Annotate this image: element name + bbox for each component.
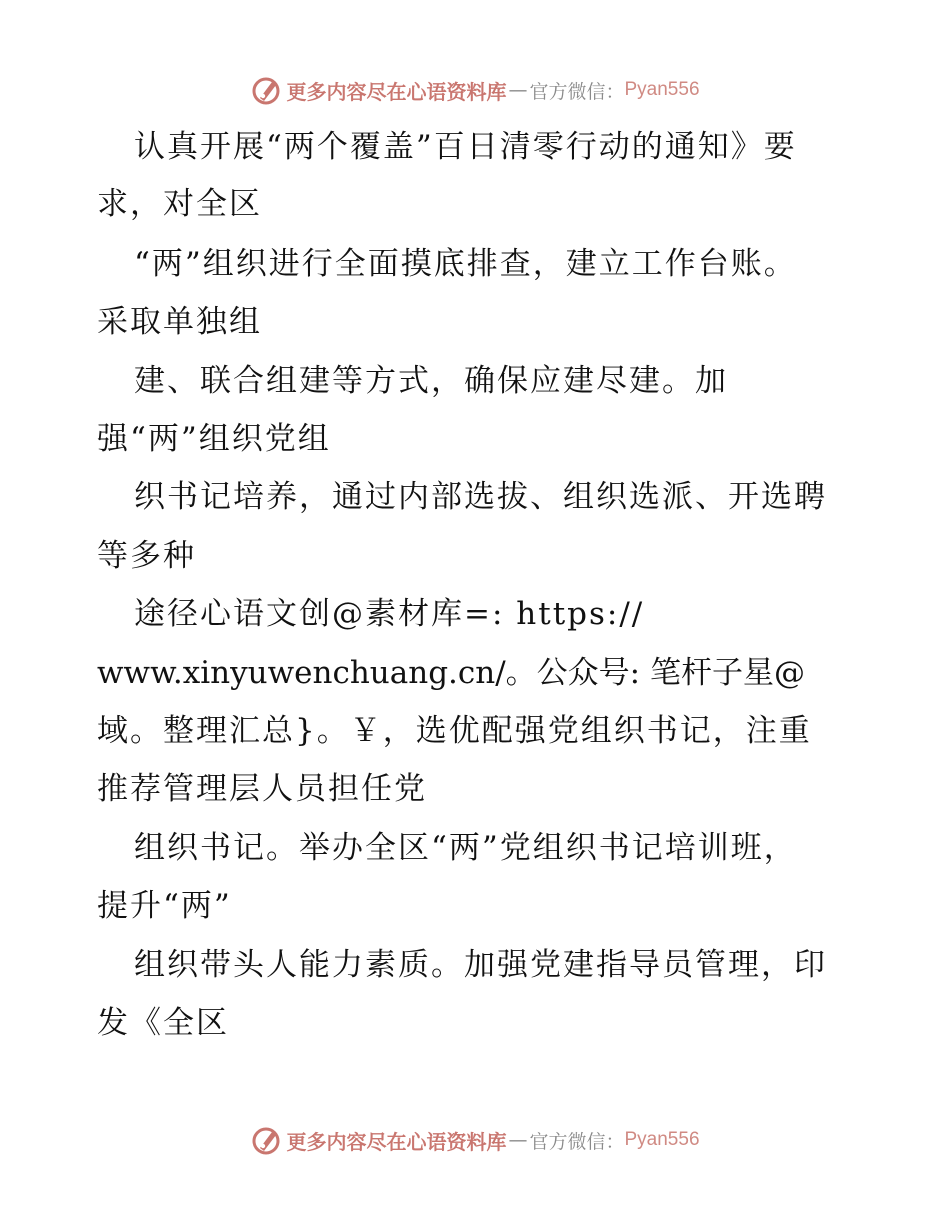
pen-logo-icon (250, 1124, 282, 1156)
footer-banner (0, 1120, 950, 1160)
body-line: 途径心语文创@素材库=: https:// (134, 596, 645, 632)
header-brand-text: 更多内容尽在心语资料库 (286, 79, 507, 104)
body-line: www.xinyuwenchuang.cn/。公众号: 笔杆子星@ (97, 655, 805, 691)
header-wechat-label: 官方微信： (529, 80, 625, 103)
body-line: 组织带头人能力素质。加强党建指导员管理，印 (134, 947, 827, 983)
body-line: 强“两”组织党组 (97, 421, 331, 457)
body-line: 织书记培养，通过内部选拔、组织选派、开选聘 (134, 479, 827, 515)
footer-separator: — (508, 1129, 528, 1151)
body-line: 组织书记。举办全区“两”党组织书记培训班， (134, 830, 797, 866)
body-line: 推荐管理层人员担任党 (97, 771, 427, 807)
body-line: 建、联合组建等方式，确保应建尽建。加 (134, 363, 728, 399)
pen-logo-icon (250, 74, 282, 106)
body-line: 提升“两” (97, 888, 232, 924)
footer-wechat-id: Pyan556 (624, 1129, 700, 1150)
footer-brand-text: 更多内容尽在心语资料库 (286, 1129, 507, 1154)
header-banner (0, 70, 950, 110)
header-separator: — (508, 79, 528, 101)
body-line: 域。整理汇总}。￥，选优配强党组织书记，注重 (97, 713, 812, 749)
body-line: “两”组织进行全面摸底排查，建立工作台账。 (134, 246, 797, 282)
header-wechat-id: Pyan556 (624, 79, 700, 100)
body-line: 认真开展“两个覆盖”百日清零行动的通知》要 (134, 129, 797, 165)
body-line: 等多种 (97, 538, 196, 574)
body-line: 求，对全区 (97, 186, 262, 222)
body-line: 采取单独组 (97, 304, 262, 340)
footer-wechat-label: 官方微信： (529, 1130, 625, 1153)
body-line: 发《全区 (97, 1005, 229, 1041)
